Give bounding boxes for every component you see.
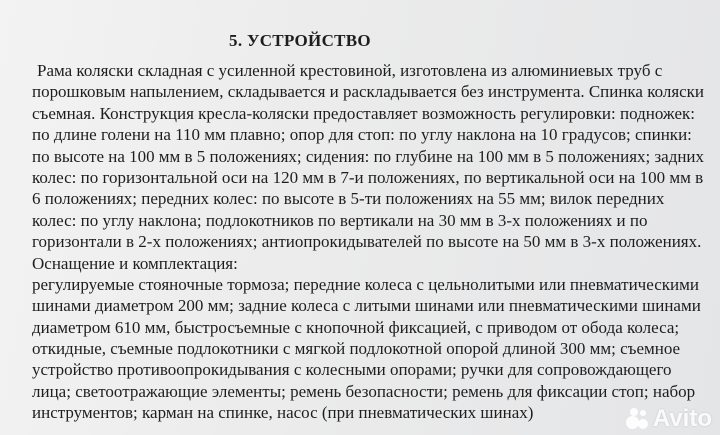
avito-logo-icon <box>626 407 650 431</box>
text-line: колес: по горизонтальной оси на 120 мм в 7-и положениях, по вертикальной оси на 100 мм в <box>32 167 704 187</box>
text-line: по длине голени на 110 мм плавно; опор для стоп: по углу наклона на 10 градусов; спинки: <box>32 125 692 145</box>
text-line: диаметром 610 мм, быстросъемные с кнопочной фиксацией, с приводом от обода колеса; <box>32 317 680 337</box>
watermark-text: Avito <box>652 405 712 432</box>
text-line: откидные, съемные подлокотники с мягкой подлокотной опорой длиной 300 мм; съемное <box>32 339 681 359</box>
text-line: Рама коляски складная с усиленной крестовиной, изготовлена из алюминиевых труб с <box>37 61 663 80</box>
text-line: колес: по углу наклона; подлокотников по вертикали на 30 мм в 3-х положениях и по <box>32 210 648 230</box>
text-line: лица; светоотражающие элементы; ремень безопасности; ремень для фиксации стоп; набор <box>32 381 696 401</box>
text-line: горизонтали в 2-х положениях; антиопрокидывателей по высоте на 50 мм в 3-х положениях. <box>32 232 702 252</box>
text-line: регулируемые стояночные тормоза; передние колеса с цельнолитыми или пневматическими <box>32 274 699 294</box>
text-line: 6 положениях; передних колес: по высоте в 5-ти положениях на 55 мм; вилок передних <box>32 189 665 209</box>
text-line: Оснащение и комплектация: <box>32 253 238 273</box>
section-title: 5. УСТРОЙСТВО <box>229 31 371 50</box>
document-body <box>32 60 705 424</box>
text-line: по высоте на 100 мм в 5 положениях; сидения: по глубине на 100 мм в 5 положениях; задних <box>32 146 704 166</box>
text-line: устройство противоопрокидывания с колесными опорами; ручки для сопровождающего <box>32 360 672 380</box>
text-line: шинами диаметром 200 мм; задние колеса с литыми шинами или пневматическими шинами <box>32 296 701 316</box>
avito-watermark <box>626 406 712 432</box>
text-line: инструментов; карман на спинке, насос (при пневматических шинах) <box>32 403 534 423</box>
text-line: съемная. Конструкция кресла-коляски предоставляет возможность регулировки: подножек: <box>32 103 695 123</box>
text-line: порошковым напылением, складывается и раскладывается без инструмента. Спинка коляски <box>32 82 704 102</box>
